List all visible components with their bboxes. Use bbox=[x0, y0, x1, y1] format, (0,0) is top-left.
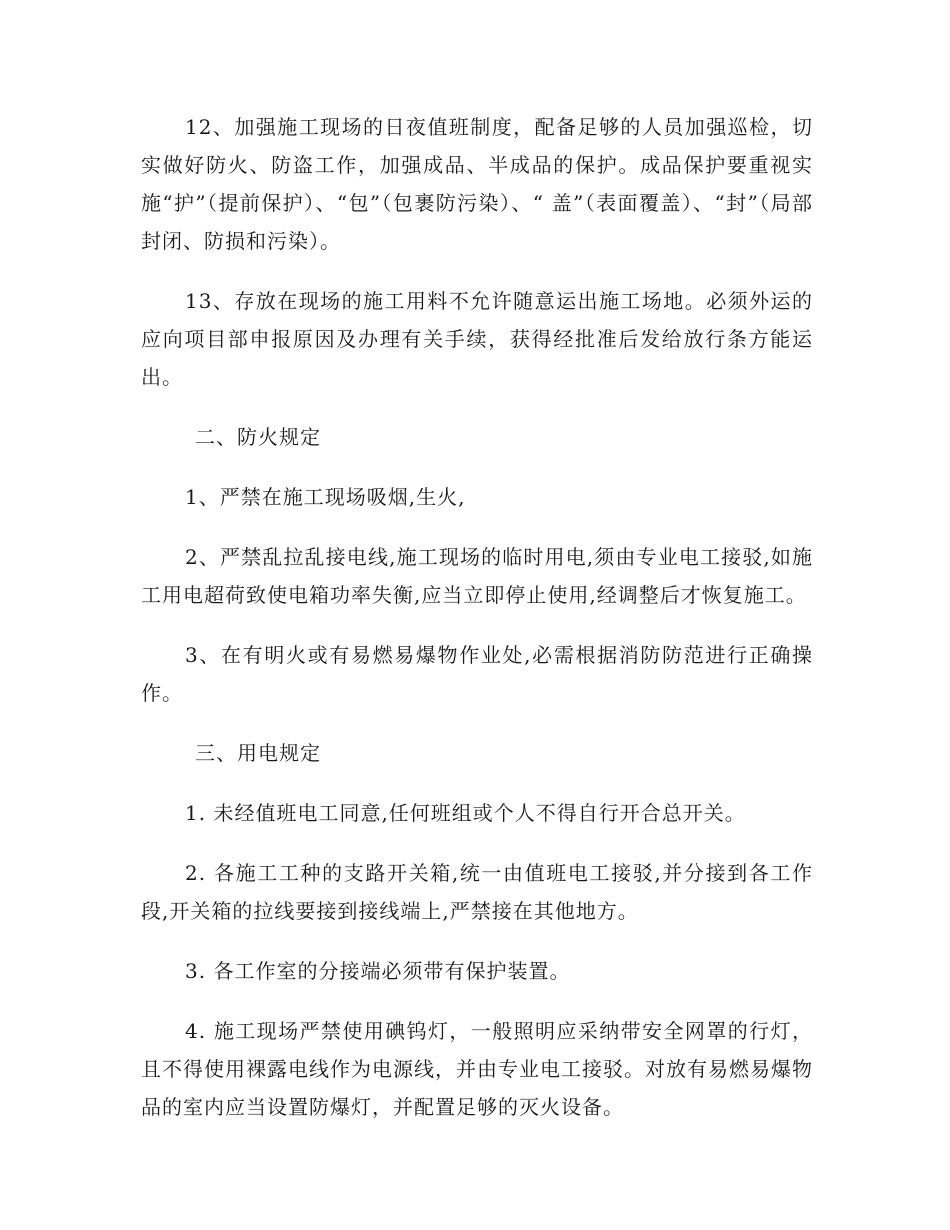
electricity-rule-3: 3. 各工作室的分接端必须带有保护装置。 bbox=[185, 959, 571, 983]
section-heading-fire-rules: 二、防火规定 bbox=[195, 425, 321, 449]
electricity-rule-4: 4. 施工现场严禁使用碘钨灯，一般照明应采纳带安全网罩的行灯，且不得使用裸露电线作为电源线，并由专业电工接驳。对放有易燃易爆物品的室内应当设置防爆灯，并配置足够的灭火设备。 bbox=[141, 1019, 813, 1119]
document-body bbox=[141, 108, 813, 1148]
fire-rule-1: 1、严禁在施工现场吸烟,生火, bbox=[185, 485, 466, 509]
paragraph-item-13: 13、存放在现场的施工用料不允许随意运出施工场地。必须外运的应向项目部申报原因及办理有关手续，获得经批准后发给放行条方能运出。 bbox=[141, 289, 813, 389]
electricity-rule-2: 2. 各施工工种的支路开关箱,统一由值班电工接驳,并分接到各工作段,开关箱的拉线要接到接线端上,严禁接在其他地方。 bbox=[141, 861, 813, 923]
fire-rule-2: 2、严禁乱拉乱接电线,施工现场的临时用电,须由专业电工接驳,如施工用电超荷致使电箱功率失衡,应当立即停止使用,经调整后才恢复施工。 bbox=[141, 545, 813, 607]
paragraph-item-12: 12、加强施工现场的日夜值班制度，配备足够的人员加强巡检，切实做好防火、防盗工作，加强成品、半成品的保护。成品保护要重视实施“护”（提前保护）、“包”（包裹防污染）、“ 盖”（表面覆盖）、“封”（局部封闭、防损和污染）。 bbox=[141, 115, 813, 253]
electricity-rule-1: 1. 未经值班电工同意,任何班组或个人不得自行开合总开关。 bbox=[185, 801, 746, 825]
fire-rule-3: 3、在有明火或有易燃易爆物作业处,必需根据消防防范进行正确操作。 bbox=[141, 643, 813, 705]
section-heading-electricity-rules: 三、用电规定 bbox=[195, 741, 321, 765]
